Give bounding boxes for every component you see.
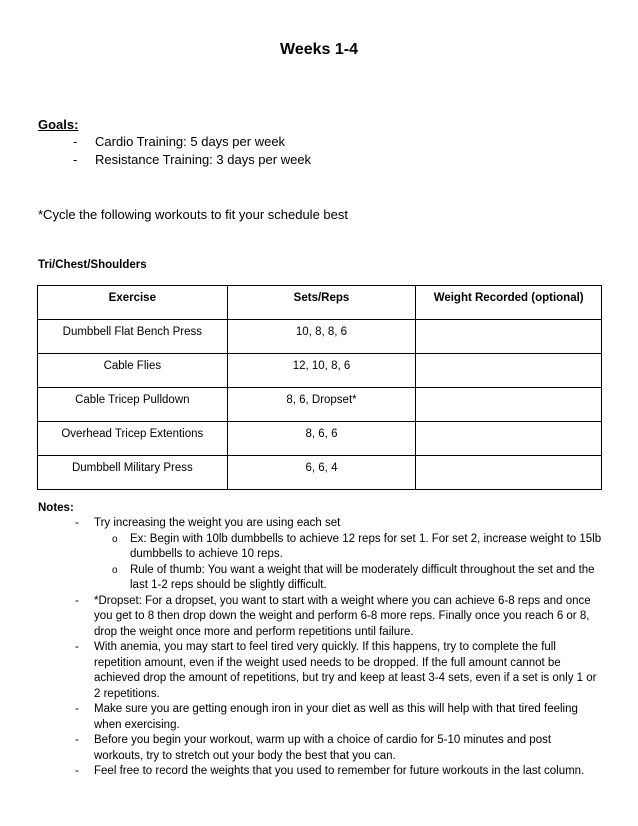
table-row bbox=[38, 388, 602, 422]
bullet-dash: - bbox=[75, 734, 79, 746]
cell-exercise: Cable Flies bbox=[38, 354, 228, 388]
cell-exercise: Cable Tricep Pulldown bbox=[38, 388, 228, 422]
cell-sets-reps: 10, 8, 8, 6 bbox=[227, 320, 416, 354]
note-sub-item bbox=[0, 563, 602, 594]
notes-heading: Notes: bbox=[38, 502, 74, 514]
cell-sets-reps: 8, 6, Dropset* bbox=[227, 388, 416, 422]
cell-weight[interactable] bbox=[416, 320, 602, 354]
workout-table bbox=[37, 285, 602, 490]
note-text: *Dropset: For a dropset, you want to start with a weight where you can achieve 6-8 reps and once you get to 8 then drop down the weight and perform 6-8 more reps. Finally once you reach 6 or 8, drop the weight once more and perform repetitions until failure. bbox=[94, 594, 591, 638]
note-text: Before you begin your workout, warm up with a choice of cardio for 5-10 minutes and post workouts, try to stretch out your body the best that you can. bbox=[94, 734, 552, 762]
cycle-note: *Cycle the following workouts to fit your schedule best bbox=[38, 207, 348, 222]
cell-weight[interactable] bbox=[416, 422, 602, 456]
note-sub-item bbox=[0, 532, 602, 563]
note-item bbox=[0, 702, 602, 733]
note-text: Feel free to record the weights that you used to remember for future workouts in the last column. bbox=[94, 765, 585, 777]
cell-weight[interactable] bbox=[416, 388, 602, 422]
table-row bbox=[38, 456, 602, 490]
note-item bbox=[0, 764, 602, 780]
cell-exercise: Dumbbell Military Press bbox=[38, 456, 228, 490]
bullet-dash: - bbox=[75, 517, 79, 529]
note-text: With anemia, you may start to feel tired very quickly. If this happens, try to complete the full repetition amount, even if the weight used needs to be dropped. If the full amount cannot be achieved drop the amount of repetitions, but try and keep at least 3-4 sets, even if a set is only 1 or 2 repetitions. bbox=[94, 641, 597, 700]
table-row bbox=[38, 320, 602, 354]
goal-text: Cardio Training: 5 days per week bbox=[95, 134, 286, 149]
cell-sets-reps: 8, 6, 6 bbox=[227, 422, 416, 456]
bullet-dash: - bbox=[75, 594, 79, 607]
bullet-dash: - bbox=[73, 134, 78, 149]
cell-exercise: Dumbbell Flat Bench Press bbox=[38, 320, 228, 354]
page-title: Weeks 1-4 bbox=[280, 41, 358, 58]
goal-item bbox=[73, 134, 285, 149]
bullet-circle: o bbox=[112, 533, 118, 545]
note-sub-text: Rule of thumb: You want a weight that will be moderately difficult throughout the set and the last 1-2 reps should be slightly difficult. bbox=[130, 563, 595, 591]
bullet-dash: - bbox=[75, 641, 79, 653]
cell-exercise: Overhead Tricep Extentions bbox=[38, 422, 228, 456]
cell-weight[interactable] bbox=[416, 456, 602, 490]
bullet-dash: - bbox=[75, 703, 79, 715]
section-heading: Tri/Chest/Shoulders bbox=[38, 259, 147, 271]
table-row bbox=[38, 354, 602, 388]
bullet-dash: - bbox=[75, 765, 79, 777]
note-text: Make sure you are getting enough iron in your diet as well as this will help with that tired feeling when exercising. bbox=[94, 703, 578, 731]
note-item bbox=[0, 594, 602, 641]
cell-sets-reps: 6, 6, 4 bbox=[227, 456, 416, 490]
cell-sets-reps: 12, 10, 8, 6 bbox=[227, 354, 416, 388]
header-sets-reps: Sets/Reps bbox=[227, 286, 416, 320]
header-exercise: Exercise bbox=[38, 286, 228, 320]
note-sub-text: Ex: Begin with 10lb dumbbells to achieve 12 reps for set 1. For set 2, increase weight to 15lb dumbbells to achieve 10 reps. bbox=[130, 532, 602, 560]
bullet-circle: o bbox=[112, 564, 118, 576]
note-text: Try increasing the weight you are using each set bbox=[94, 517, 341, 529]
table-header-row bbox=[38, 286, 602, 320]
notes-list bbox=[0, 516, 638, 780]
cell-weight[interactable] bbox=[416, 354, 602, 388]
note-item bbox=[0, 640, 602, 702]
table-row bbox=[38, 422, 602, 456]
note-item bbox=[0, 733, 602, 764]
note-item bbox=[0, 516, 602, 532]
goal-item bbox=[73, 152, 311, 167]
goals-heading: Goals: bbox=[38, 117, 79, 132]
goal-text: Resistance Training: 3 days per week bbox=[95, 152, 312, 167]
header-weight: Weight Recorded (optional) bbox=[416, 286, 602, 320]
bullet-dash: - bbox=[73, 152, 78, 167]
